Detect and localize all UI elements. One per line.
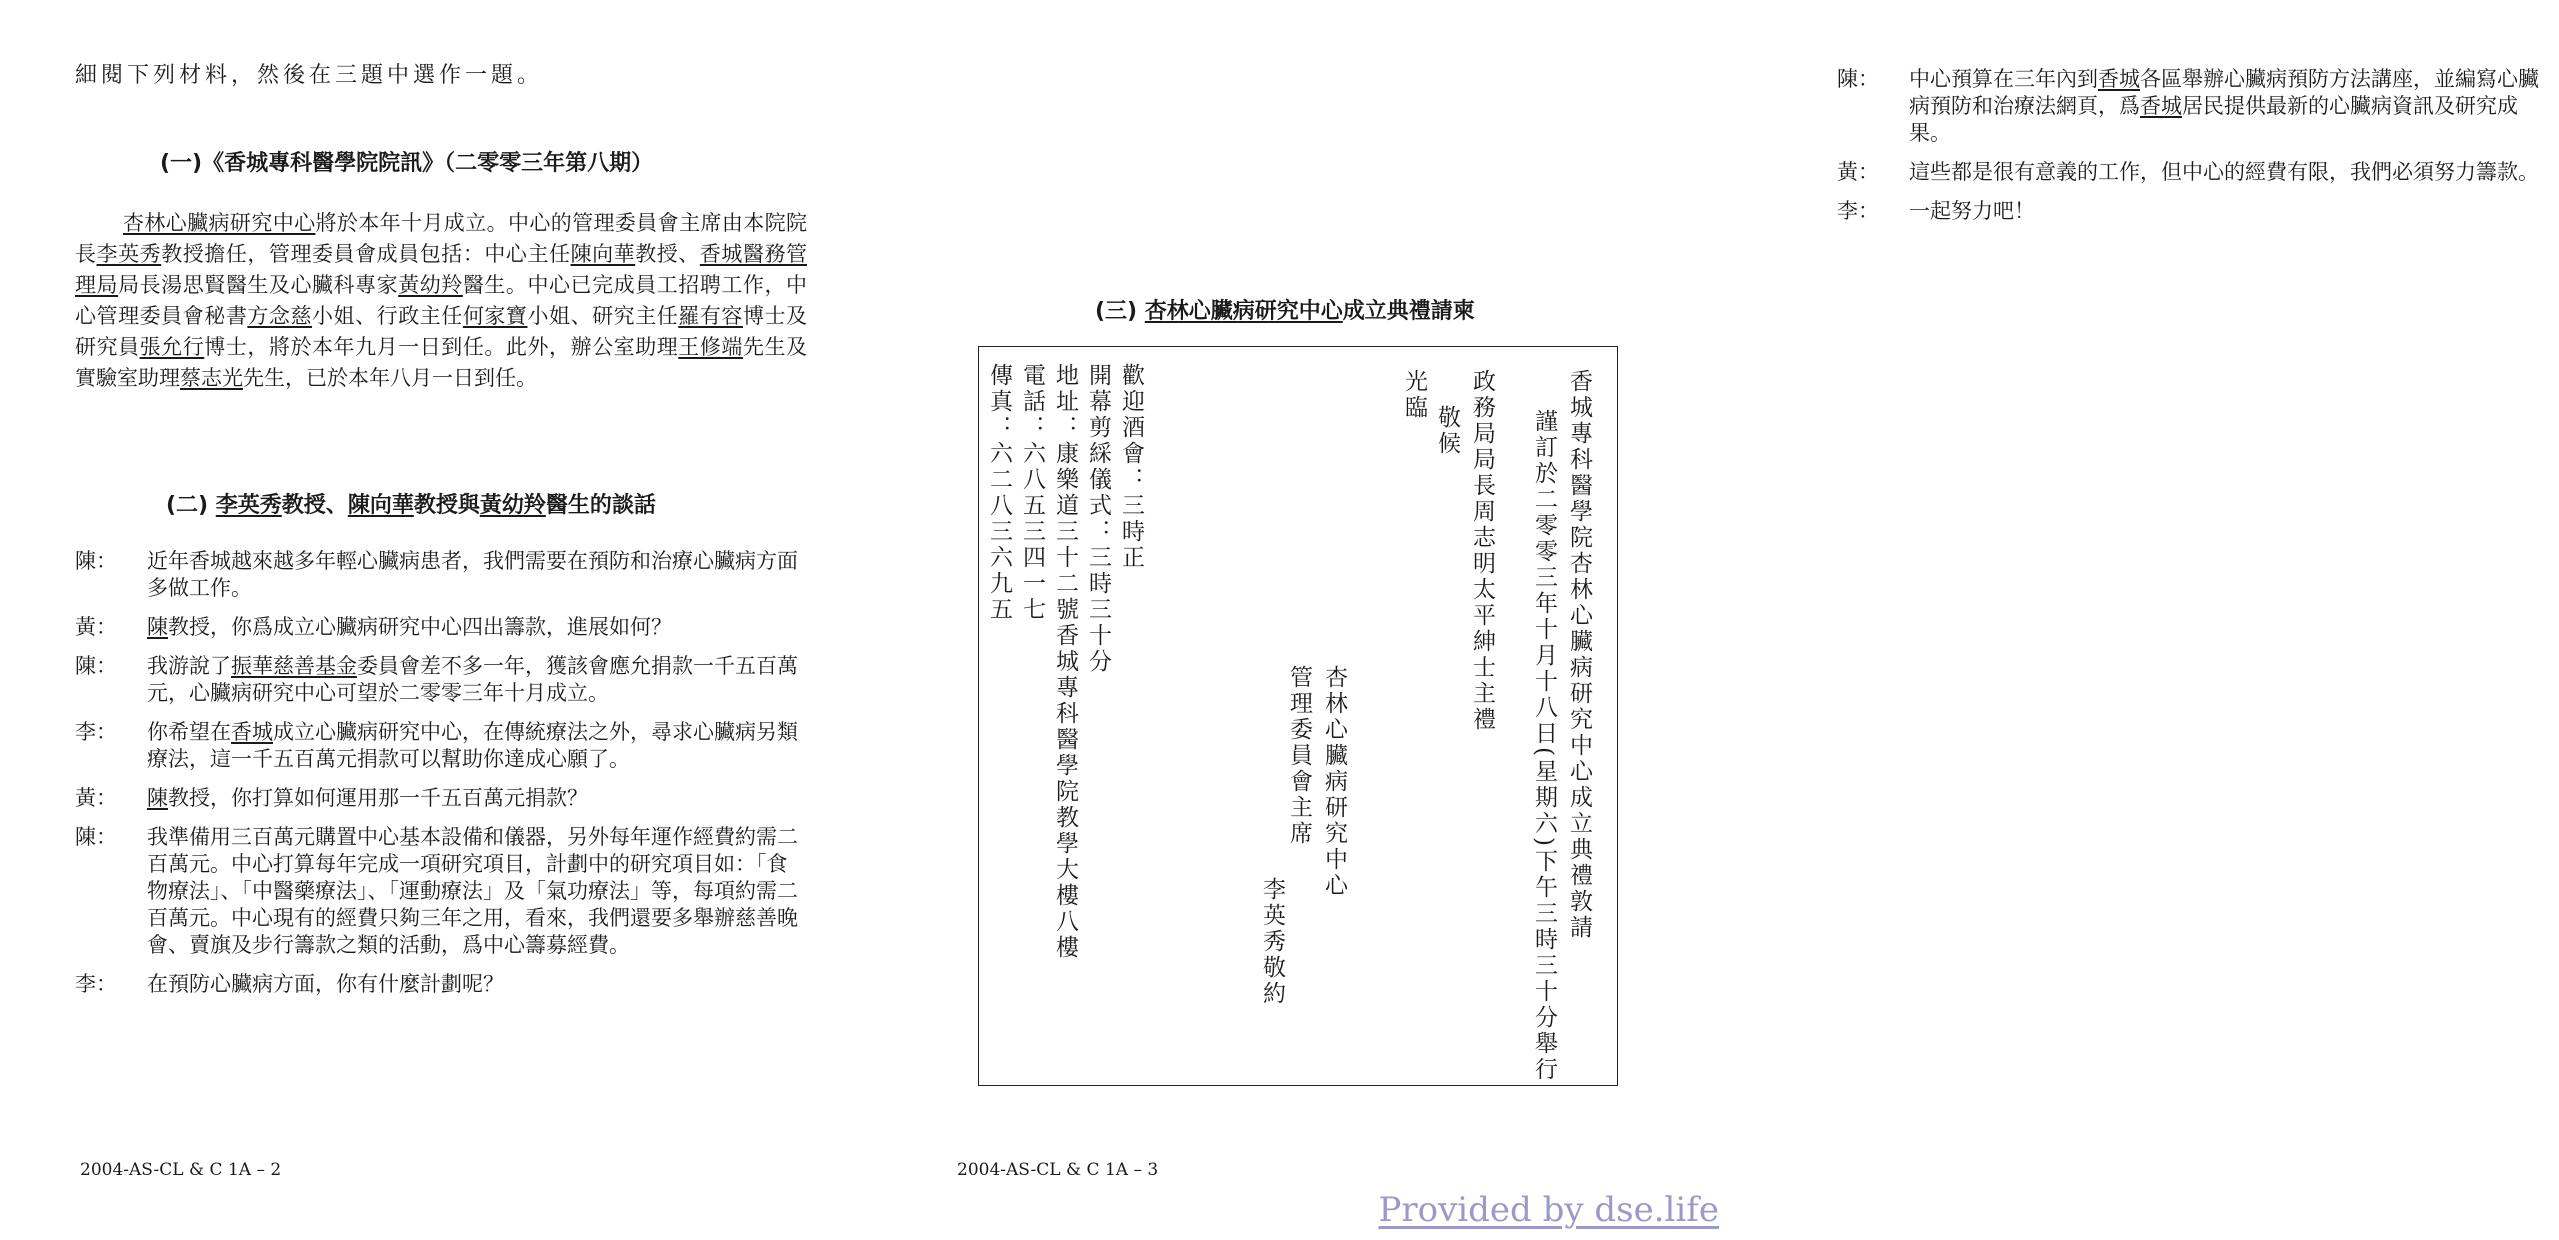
- speech: 我準備用三百萬元購置中心基本設備和儀器，另外每年運作經費約需二百萬元。中心打算每年完成一項研究項目，計劃中的研究項目如：「食物療法」、「中醫藥療法」、「運動療法」及「氣功療法」等，每項約需二百萬元。中心現有的經費只夠三年之用，看來，我們還要多舉辦慈善晚會、賣旗及步行籌款之類的活動，爲中心籌募經費。: [147, 825, 798, 957]
- speaker: 黃：: [75, 786, 117, 810]
- dialogue-line: [75, 653, 807, 707]
- section2-heading: (二) 李英秀教授、陳向華教授與黃幼羚醫生的談話: [166, 493, 656, 518]
- speaker: 陳：: [1837, 67, 1879, 91]
- section1-paragraph: 杏林心臟病研究中心將於本年十月成立。中心的管理委員會主席由本院院長李英秀教授擔任，管理委員會成員包括：中心主任陳向華教授、香城醫務管理局局長湯思賢醫生及心臟科專家黃幼羚醫生。中心已完成員工招聘工作，中心管理委員會秘書方念慈小姐、行政主任何家寶小姐、研究主任羅有容博士及研究員張允行博士，將於本年九月一日到任。此外，辦公室助理王修端先生及實驗室助理蔡志光先生，已於本年八月一日到任。: [75, 211, 808, 390]
- invitation-line: 謹訂於二零零三年十月十八日(星期六)下午三時三十分舉行: [1531, 409, 1557, 1083]
- dialogue-left: [75, 548, 807, 1010]
- dialogue-line: [75, 548, 807, 602]
- speech: 陳教授，你打算如何運用那一千五百萬元捐款？: [147, 786, 588, 810]
- invitation-line: 政務局局長周志明太平紳士主禮: [1469, 369, 1495, 733]
- dialogue-line: [75, 719, 807, 773]
- invitation-line: 李英秀敬約: [1259, 877, 1285, 1007]
- invitation-card: [978, 346, 1618, 1086]
- invitation-line: 杏林心臟病研究中心: [1321, 665, 1347, 899]
- speech: 你希望在香城成立心臟病研究中心，在傳統療法之外，尋求心臟病另類療法，這一千五百萬元捐款可以幫助你達成心願了。: [147, 720, 798, 771]
- left-page: [0, 0, 877, 1240]
- speech: 一起努力吧！: [1909, 199, 2035, 223]
- speaker: 陳：: [75, 825, 117, 849]
- page-number-left: 2004-AS-CL & C 1A – 2: [80, 1160, 282, 1180]
- invitation-line: 管理委員會主席: [1286, 665, 1312, 847]
- dialogue-line: [75, 785, 807, 812]
- dialogue-line: [1837, 159, 2559, 186]
- dialogue-line: [75, 614, 807, 641]
- speech: 在預防心臟病方面，你有什麼計劃呢？: [147, 972, 504, 996]
- speaker: 李：: [1837, 199, 1879, 223]
- section3-heading: (三) 杏林心臟病研究中心成立典禮請柬: [1095, 299, 1475, 324]
- invitation-line: 電話：六八五三四一七: [1019, 363, 1045, 623]
- speaker: 李：: [75, 720, 117, 744]
- speech: 近年香城越來越多年輕心臟病患者，我們需要在預防和治療心臟病方面多做工作。: [147, 549, 798, 600]
- invitation-line: 香城專科醫學院杏林心臟病研究中心成立典禮敦請: [1566, 369, 1592, 941]
- section1-heading: (一)《香城專科醫學院院訊》（二零零三年第八期）: [160, 151, 654, 176]
- invitation-line: 地址：康樂道三十二號香城專科醫學院教學大樓八樓: [1052, 363, 1078, 961]
- instruction: 細閱下列材料，然後在三題中選作一題。: [75, 63, 544, 88]
- dialogue-line: [75, 971, 807, 998]
- invitation-line: 光臨: [1401, 369, 1427, 421]
- dialogue-line: [75, 824, 807, 959]
- speech: 陳教授，你爲成立心臟病研究中心四出籌款，進展如何？: [147, 615, 672, 639]
- watermark-link[interactable]: Provided by dse.life: [1378, 1190, 1719, 1230]
- speech: 我游說了振華慈善基金委員會差不多一年，獲該會應允捐款一千五百萬元，心臟病研究中心可望於二零零三年十月成立。: [147, 654, 798, 705]
- speaker: 陳：: [75, 654, 117, 678]
- speaker: 陳：: [75, 549, 117, 573]
- speech: 這些都是很有意義的工作，但中心的經費有限，我們必須努力籌款。: [1909, 160, 2539, 184]
- invitation-line: 開幕剪綵儀式：三時三十分: [1085, 363, 1111, 675]
- speech: 中心預算在三年內到香城各區舉辦心臟病預防方法講座，並編寫心臟病預防和治療法網頁，爲香城居民提供最新的心臟病資訊及研究成果。: [1909, 67, 2539, 145]
- page-number-right: 2004-AS-CL & C 1A – 3: [957, 1160, 1159, 1180]
- speaker: 黃：: [75, 615, 117, 639]
- invitation-line: 歡迎酒會：三時正: [1118, 363, 1144, 571]
- dialogue-line: [1837, 66, 2559, 147]
- speaker: 黃：: [1837, 160, 1879, 184]
- dialogue-right: [1837, 66, 2559, 237]
- speaker: 李：: [75, 972, 117, 996]
- dialogue-line: [1837, 198, 2559, 225]
- invitation-line: 敬候: [1434, 405, 1460, 457]
- invitation-line: 傳真：六二八三六九五: [986, 363, 1012, 623]
